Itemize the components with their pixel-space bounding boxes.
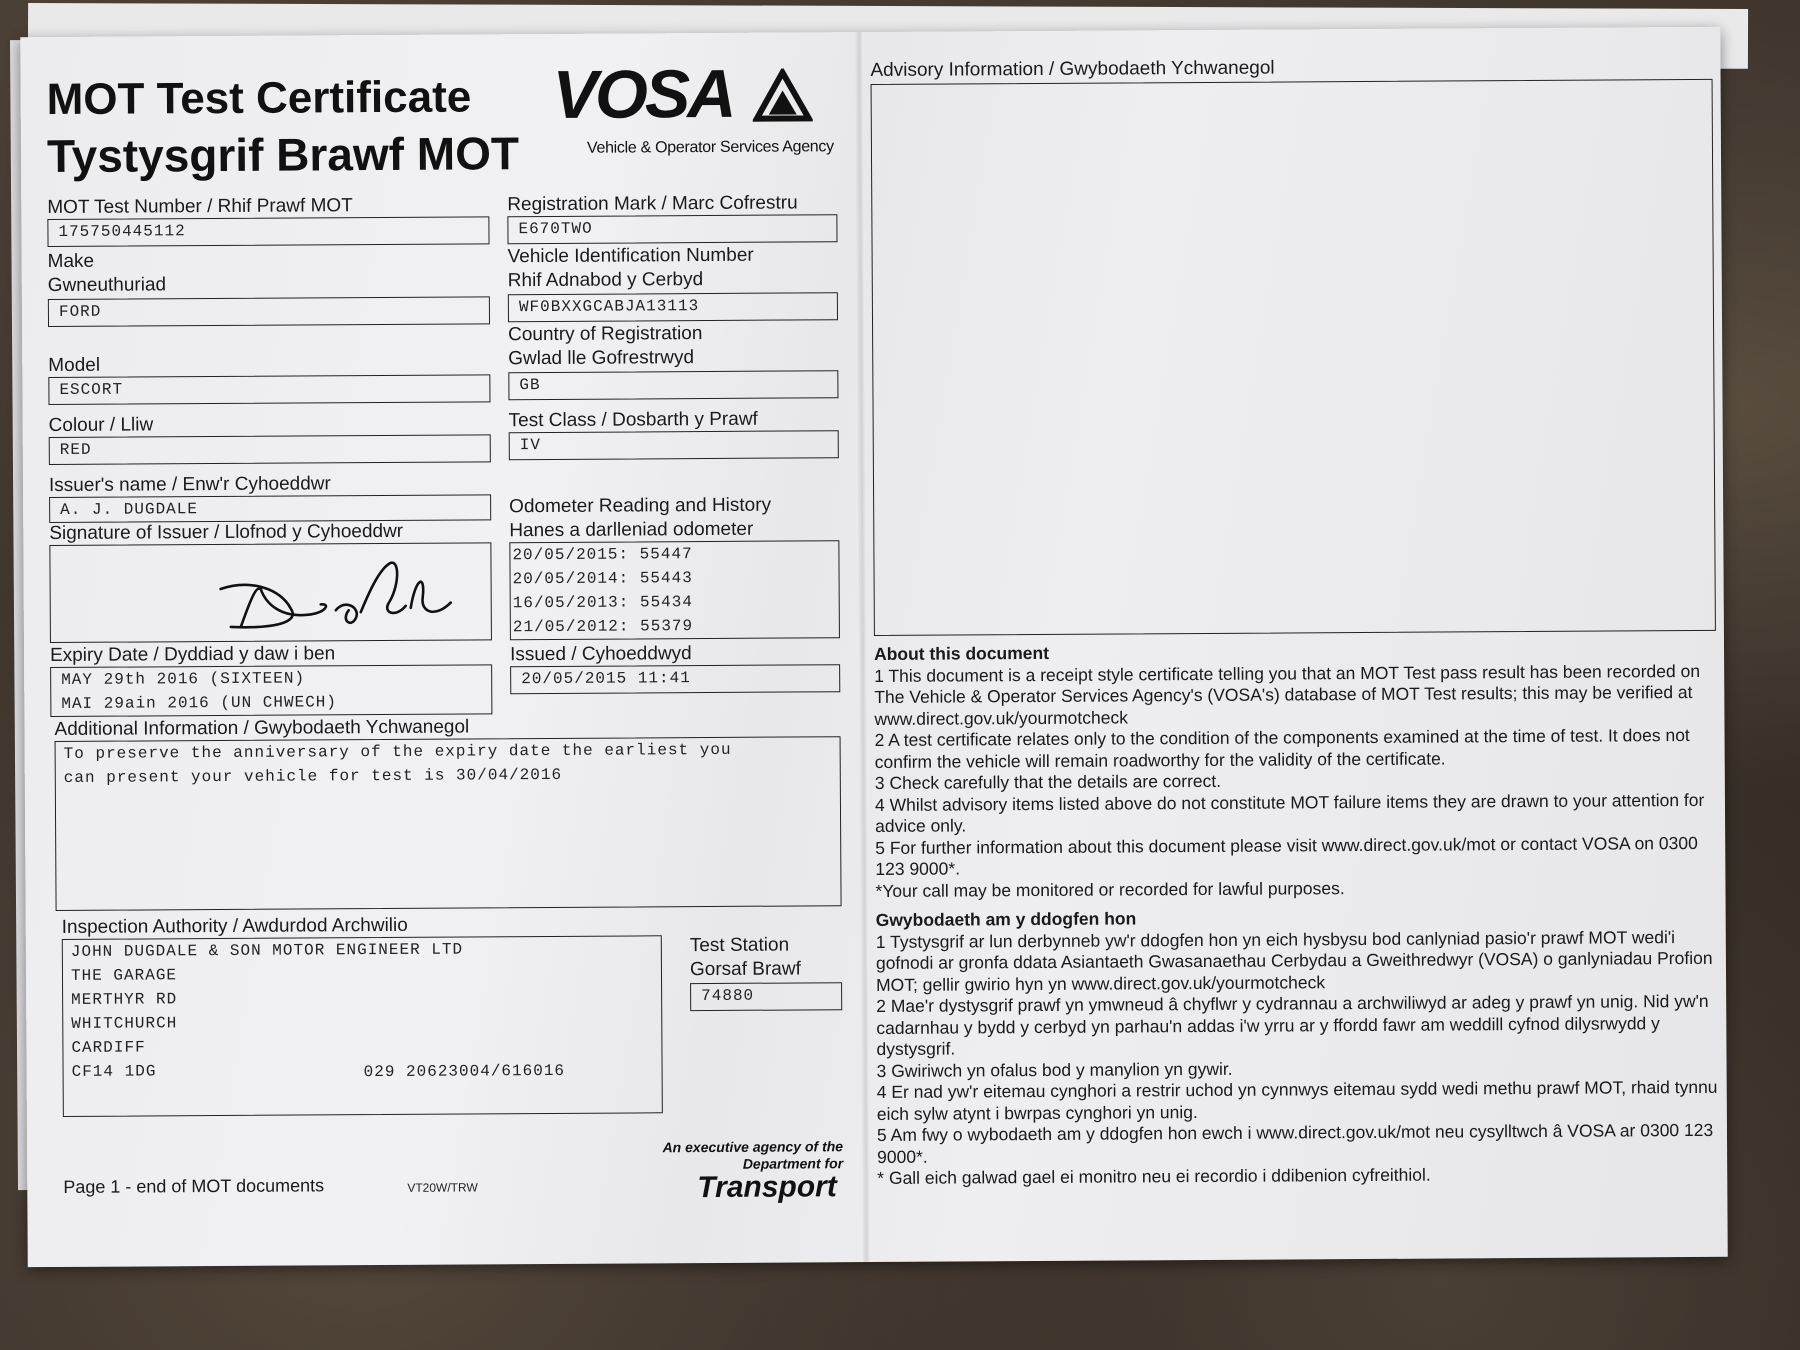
test-class-label: Test Class / Dosbarth y Prawf [508, 408, 758, 432]
issuer-label: Issuer's name / Enw'r Cyhoeddwr [48, 473, 331, 497]
welsh-item: * Gall eich galwad gael ei monitro neu ei recordio i ddibenion cyfreithiol. [877, 1164, 1431, 1188]
model-label: Model [48, 354, 101, 377]
odometer-entry: 20/05/2015: 55447 [512, 545, 693, 565]
issuer-signature [210, 548, 461, 640]
address-line: THE GARAGE [70, 966, 178, 985]
dft-line-1: An executive agency of the [662, 1138, 844, 1156]
signature-box [49, 542, 492, 643]
expiry-field [50, 664, 492, 717]
country-label: Country of Registration [508, 323, 703, 346]
about-item: 2 A test certificate relates only to the condition of the components examined at the time of test. It does not confirm the vehicle will remain roadworthy for the validity of the certificate. [874, 725, 1690, 772]
paper-fold [855, 32, 871, 1262]
welsh-item: 2 Mae'r dystysgrif prawf yn ymwneud â chyflwr y cydrannau a archwiliwyd ar adeg y prawf yn unig. Nid yw'n cadarnhau y bydd y cerbyd yn parhau'n addas i'w yrru ar y ffordd fawr am weddill cyfnod dilysrwydd y dystysgrif. [876, 990, 1709, 1059]
address-line: CF14 1DG [71, 1062, 157, 1081]
inspection-phone: 029 20623004/616016 [363, 1061, 566, 1082]
test-station-label-welsh: Gorsaf Brawf [689, 958, 801, 981]
country-field: GB [508, 370, 838, 400]
mot-certificate [20, 27, 1727, 1267]
address-line: CARDIFF [71, 1038, 146, 1057]
about-item: 3 Check carefully that the details are correct. [874, 770, 1222, 793]
expiry-label: Expiry Date / Dyddiad y daw i ben [49, 643, 336, 667]
about-item: 4 Whilst advisory items listed above do not constitute MOT failure items they are drawn to your attention for advice only. [874, 789, 1705, 836]
about-item: *Your call may be monitored or recorded for lawful purposes. [875, 877, 1345, 901]
odometer-entry: 21/05/2012: 55379 [512, 617, 694, 637]
test-station-label: Test Station [689, 934, 790, 957]
inspection-authority-box [62, 935, 663, 1117]
inspection-authority-label: Inspection Authority / Awdurdod Archwilio [61, 914, 408, 938]
vosa-logo [552, 55, 733, 134]
make-label-welsh: Gwneuthuriad [47, 274, 167, 297]
additional-info-label: Additional Information / Gwybodaeth Ychwanegol [54, 716, 470, 741]
odometer-entry: 20/05/2014: 55443 [512, 569, 693, 589]
welsh-item: 5 Am fwy o wybodaeth am y ddogfen hon ewch i www.direct.gov.uk/mot neu cysylltwch â VOSA ar 0300 123 9000*. [876, 1119, 1714, 1167]
form-code: VT20W/TRW [407, 1180, 478, 1195]
additional-info-box [55, 736, 842, 911]
make-field: FORD [48, 296, 490, 327]
issuer-field: A. J. DUGDALE [49, 494, 491, 523]
advisory-label: Advisory Information / Gwybodaeth Ychwanegol [870, 57, 1275, 82]
about-item: 1 This document is a receipt style certificate telling you that an MOT Test pass result has been recorded on The Vehicle & Operator Services Agency's (VOSA's) database of MOT Test results; this may be verified at www.direct.gov.uk/yourmotcheck [874, 660, 1701, 729]
welsh-item: 3 Gwiriwch yn ofalus bod y manylion yn gywir. [876, 1058, 1233, 1081]
welsh-heading: Gwybodaeth am y ddogfen hon [875, 908, 1137, 930]
odometer-label: Odometer Reading and History [509, 494, 772, 518]
test-class-field: IV [509, 430, 839, 460]
country-label-welsh: Gwlad lle Gofrestrwyd [508, 347, 695, 370]
title-welsh: Tystysgrif Brawf MOT [46, 127, 520, 183]
registration-label: Registration Mark / Marc Cofrestru [507, 192, 798, 216]
vin-label-welsh: Rhif Adnabod y Cerbyd [507, 269, 704, 292]
dft-tagline [627, 1138, 843, 1173]
vosa-logo-text: VOSA [552, 55, 734, 133]
additional-info-line: To preserve the anniversary of the expiry date the earliest you [63, 740, 732, 763]
vin-field: WF0BXXGCABJA13113 [508, 292, 838, 322]
test-number-label: MOT Test Number / Rhif Prawf MOT [47, 195, 353, 219]
model-field: ESCORT [48, 374, 490, 405]
dft-transport-logo: Transport [697, 1170, 837, 1205]
additional-info-line: can present your vehicle for test is 30/04/2016 [63, 765, 563, 787]
page-note: Page 1 - end of MOT documents [63, 1175, 325, 1197]
issued-field: 20/05/2015 11:41 [510, 664, 840, 694]
make-label: Make [47, 250, 95, 273]
odometer-entry: 16/05/2013: 55434 [512, 593, 694, 613]
welsh-item: 4 Er nad yw'r eitemau cynghori a restrir uchod yn cynnwys eitemau sydd wedi methu prawf MOT, rhaid tynnu eich sylw atynt i bwrpas cynghori yn unig. [876, 1076, 1718, 1124]
welsh-item: 1 Tystysgrif ar lun derbynneb yw'r ddogfen hon yn eich hysbysu bod canlyniad pasio'r prawf MOT wedi'i gofnodi ar gronfa ddata Asiantaeth Gwasanaethau Cerbydau a Gweithredwyr (VOSA) o ganlyniadau Profion MOT; gellir gwirio hyn yn www.direct.gov.uk/yourmotcheck [875, 926, 1713, 995]
odometer-history [509, 540, 840, 640]
test-station-field: 74880 [690, 982, 842, 1011]
address-line: MERTHYR RD [71, 990, 178, 1009]
about-document [874, 639, 1719, 1190]
odometer-label-welsh: Hanes a darlleniad odometer [509, 518, 754, 542]
signature-label: Signature of Issuer / Llofnod y Cyhoeddwr [49, 520, 404, 545]
colour-field: RED [49, 434, 491, 465]
expiry-english: MAY 29th 2016 (SIXTEEN) [61, 669, 306, 689]
issued-label: Issued / Cyhoeddwyd [509, 643, 692, 666]
expiry-welsh: MAI 29ain 2016 (UN CHWECH) [61, 693, 338, 713]
about-heading: About this document [873, 642, 1050, 664]
address-line: JOHN DUGDALE & SON MOTOR ENGINEER LTD [70, 940, 464, 961]
about-item: 5 For further information about this document please visit www.direct.gov.uk/mot or contact VOSA on 0300 123 9000*. [875, 832, 1698, 879]
agency-name: Vehicle & Operator Services Agency [586, 138, 834, 157]
advisory-box [871, 79, 1716, 636]
registration-field: E670TWO [507, 214, 837, 244]
triangle-logo-icon [752, 68, 812, 124]
address-line: WHITCHURCH [71, 1014, 178, 1033]
test-number-field: 175750445112 [47, 216, 489, 247]
title-english: MOT Test Certificate [46, 72, 472, 125]
vin-label: Vehicle Identification Number [507, 244, 754, 268]
dft-line-2: Department for [742, 1155, 844, 1172]
colour-label: Colour / Lliw [48, 414, 154, 437]
